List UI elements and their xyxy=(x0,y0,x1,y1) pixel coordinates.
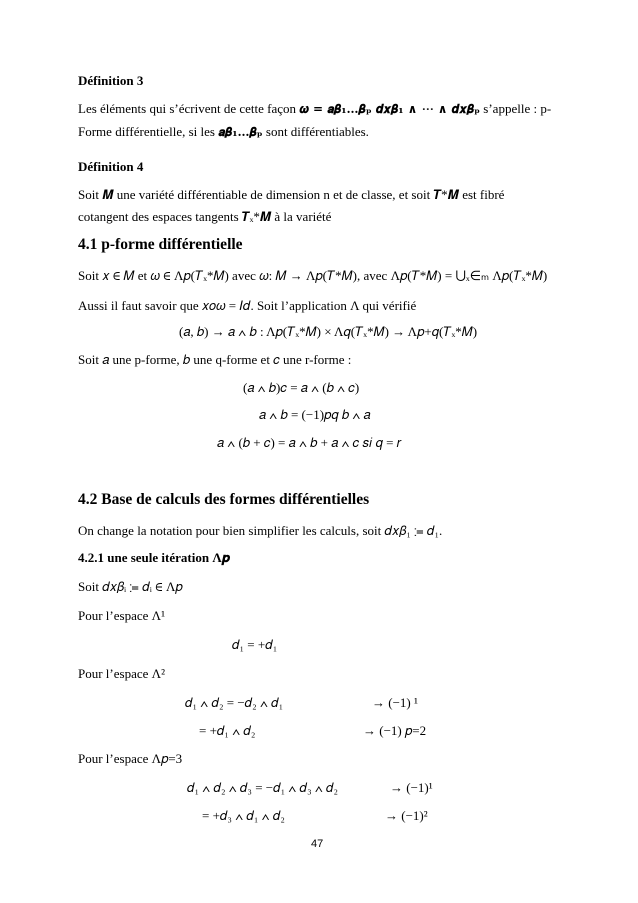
section-4-2-1-paragraph-1: Soit 𝑑𝑥𝛽ᵢ ≔ 𝑑ᵢ ∈ Λ𝑝 xyxy=(78,579,183,594)
lambda-3-equation-1: 𝑑₁ ∧ 𝑑₂ ∧ 𝑑₃ = −𝑑₁ ∧ 𝑑₃ ∧ 𝑑₂ xyxy=(187,780,339,795)
definition-4-line-2: cotangent des espaces tangents 𝑻ₓ*𝑴 à la variété xyxy=(78,209,332,224)
section-4-1-paragraph-3: Soit 𝑎 une p-forme, 𝑏 une q-forme et 𝑐 une r-forme : xyxy=(78,352,352,367)
lambda-2-sign-1: → (−1) ¹ xyxy=(372,695,418,710)
definition-3-text-d: sont différentiables. xyxy=(265,124,369,139)
definition-3-omega-formula: 𝝎 = 𝒂𝜷₁…𝜷ₚ 𝒅𝒙𝜷₁ ∧ ⋯ ∧ 𝒅𝒙𝜷ₚ xyxy=(299,102,481,116)
lambda-2-sign-2: → (−1) 𝑝=2 xyxy=(363,723,427,738)
section-4-2-paragraph-1: On change la notation pour bien simplifier les calculs, soit 𝑑𝑥𝛽₁ ≔ 𝑑₁. xyxy=(78,523,443,538)
lambda-3-equation-2: = +𝑑₃ ∧ 𝑑₁ ∧ 𝑑₂ xyxy=(202,808,285,823)
lambda-3-sign-1: → (−1)¹ xyxy=(390,780,433,795)
lambda-2-equation-1: 𝑑₁ ∧ 𝑑₂ = −𝑑₂ ∧ 𝑑₁ xyxy=(185,695,284,710)
page-number: 47 xyxy=(311,838,324,850)
lambda-1-equation: 𝑑₁ = +𝑑₁ xyxy=(232,637,278,652)
definition-3-text-a: Les éléments qui s’écrivent de cette façon xyxy=(78,101,297,116)
definition-3-text-b: s’appelle : p- xyxy=(483,101,552,116)
definition-3-line-2 xyxy=(78,123,369,141)
distributivity-equation: 𝑎 ∧ (𝑏 + 𝑐) = 𝑎 ∧ 𝑏 + 𝑎 ∧ 𝑐 𝑠𝑖 𝑞 = 𝑟 xyxy=(217,435,402,450)
wedge-map-equation: (𝑎, 𝑏) → 𝑎 ∧ 𝑏 : Λ𝑝(𝑇ₓ*𝑀) × Λ𝑞(𝑇ₓ*𝑀) → Λ𝑝+𝑞(𝑇ₓ*𝑀) xyxy=(179,324,478,339)
space-lambda-1-label: Pour l’espace Λ¹ xyxy=(78,608,165,623)
definition-3-text-c: Forme différentielle, si les xyxy=(78,124,215,139)
section-4-1-paragraph-1: Soit 𝑥 ∈ 𝑀 et 𝜔 ∈ Λ𝑝(𝑇ₓ*𝑀) avec 𝜔: 𝑀 → Λ𝑝(𝑇*𝑀), avec Λ𝑝(𝑇*𝑀) = ⋃ₓ∈ₘ Λ𝑝(𝑇ₓ*𝑀) xyxy=(78,268,548,283)
section-4-1-paragraph-2: Aussi il faut savoir que 𝑥𝑜𝜔 = 𝐼𝑑. Soit l’application Λ qui vérifié xyxy=(78,298,417,313)
definition-4-line-1: Soit 𝑴 une variété différentiable de dimension n et de classe, et soit 𝑻*𝑴 est fibré xyxy=(78,187,505,202)
section-4-2-1-title: 4.2.1 une seule itération Λ𝒑 xyxy=(78,550,230,565)
space-lambda-2-label: Pour l’espace Λ² xyxy=(78,666,165,681)
section-4-2-title: 4.2 Base de calculs des formes différentielles xyxy=(78,491,370,508)
associativity-equation: (𝑎 ∧ 𝑏)𝑐 = 𝑎 ∧ (𝑏 ∧ 𝑐) xyxy=(243,380,360,395)
definition-3-coefficients: 𝒂𝜷₁…𝜷ₚ xyxy=(218,125,263,139)
definition-3-line-1 xyxy=(78,100,551,118)
anticommutativity-equation: 𝑎 ∧ 𝑏 = (−1)𝑝𝑞 𝑏 ∧ 𝑎 xyxy=(259,407,371,422)
space-lambda-3-label: Pour l’espace Λ𝑝=3 xyxy=(78,751,183,766)
definition-3-title: Définition 3 xyxy=(78,73,144,88)
definition-4-title: Définition 4 xyxy=(78,159,144,174)
lambda-3-sign-2: → (−1)² xyxy=(385,808,428,823)
lambda-2-equation-2: = +𝑑₁ ∧ 𝑑₂ xyxy=(199,723,256,738)
section-4-1-title: 4.1 p-forme différentielle xyxy=(78,236,243,253)
